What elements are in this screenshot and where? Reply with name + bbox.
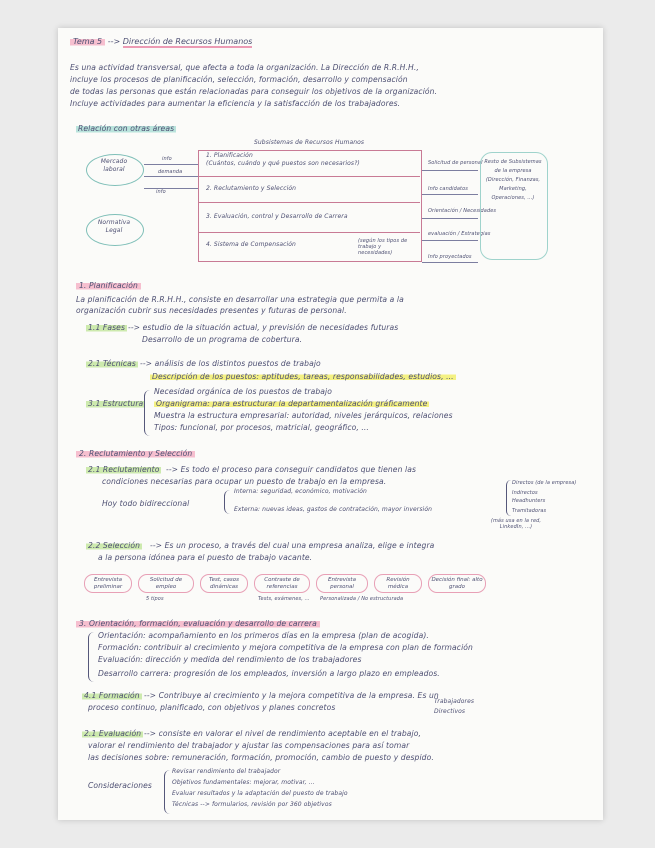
row-recruit: 2. Reclutamiento y Selección [206,185,297,192]
intro-line-3: de todas las personas que están relacionadas para conseguir los objetivos de la organización. [70,87,438,96]
right-item-3: Headhunters [512,498,546,504]
step-note-2: Tests, exámenes, ... [258,596,310,602]
right-label-5: Info proyectados [428,254,472,260]
consid-2: Objetivos fundamentales: mejorar, motivar, ... [172,779,315,786]
step-note-1: 5 tipos [146,596,164,602]
fases-label: 1.1 Fases [88,323,125,332]
row-planning: 1. Planificación (Cuántos, cuándo y qué puestos son necesarios?) [206,152,360,167]
sel-label: 2.2 Selección [88,541,140,550]
right-brace [506,480,511,516]
consid-label: Consideraciones [88,781,152,790]
estructura-1: Necesidad orgánica de los puestos de trabajo [154,387,332,396]
s1-def-1: La planificación de R.R.H.H., consiste en desarrollar una estrategia que permita a la [76,295,404,304]
form-target-1: Trabajadores [434,698,475,705]
s1-def-2: organización cubrir sus necesidades presentes y futuras de personal. [76,306,347,315]
row4-note: (según los tipos de trabajo y necesidades) [358,238,408,256]
tecnicas-label: 2.1 Técnicas [88,359,136,368]
legal-label: Normativa Legal [97,219,131,234]
eval-label: 2.1 Evaluación [84,729,142,738]
eval-1: --> consiste en valorar el nivel de rendimiento aceptable en el trabajo, [144,729,422,738]
right-item-2: Indirectos [512,490,538,496]
fases-1: --> estudio de la situación actual, y previsión de necesidades futuras [128,323,399,332]
step-5: Entrevista personal [316,574,368,593]
intro-line-1: Es una actividad transversal, que afecta a toda la organización. La Dirección de R.R.H.H., [70,63,419,72]
tecnicas-2: Descripción de los puestos: aptitudes, tareas, responsabilidades, estudios, ... [152,372,454,381]
right-label-1: Solicitud de personal [428,160,483,166]
right-label-3: Orientación / Necesidades [428,208,497,214]
recl-externa: Externa: nuevas ideas, gastos de contratación, mayor inversión [234,506,432,513]
recl-brace [224,490,231,514]
tecnicas-1: --> análisis de los distintos puestos de trabajo [140,359,321,368]
s2-heading: 2. Reclutamiento y Selección [76,448,195,459]
row-evaluation: 3. Evaluación, control y Desarrollo de Carrera [206,213,348,220]
arrow-label-1: info [162,156,172,162]
right-item-4: Tramitadoras [512,508,547,514]
s3-brace [88,632,95,682]
fases-2: Desarrollo de un programa de cobertura. [142,335,303,344]
recl-1: --> Es todo el proceso para conseguir candidatos que tienen las [166,465,417,474]
recl-2: condiciones necesarias para ocupar un puesto de trabajo en la empresa. [102,477,387,486]
step-2: Solicitud de empleo [138,574,194,593]
tema-label: Tema 5 [70,37,105,46]
right-label-2: Info candidatos [428,186,468,192]
s3-item-4: Desarrollo carrera: progresión de los empleados, inversión a largo plazo en empleados. [98,669,440,678]
estructura-3: Muestra la estructura empresarial: autoridad, niveles jerárquicos, relaciones [154,411,453,420]
diagram-heading: Relación con otras áreas [78,124,175,133]
title-text: Dirección de Recursos Humanos [122,37,253,46]
form-label: 4.1 Formación [84,691,140,700]
right-arrow-3 [422,218,478,219]
s3-item-3: Evaluación: dirección y medida del rendimiento de los trabajadores [98,655,362,664]
step-3: Test, casos dinámicas [200,574,248,593]
eval-3: las decisiones sobre: remuneración, formación, promoción, cambio de puesto y despido. [88,753,434,762]
step-note-3: Personalizada / No estructurada [320,596,404,602]
consid-3: Evaluar resultados y la adaptación del puesto de trabajo [172,790,348,797]
s3-heading: 3. Orientación, formación, evaluación y desarrollo de carrera [76,618,320,629]
recl-label: 2.1 Reclutamiento [88,465,160,474]
right-arrow-4 [422,240,478,241]
s3-item-1: Orientación: acompañamiento en los primeros días en la empresa (plan de acogida). [98,631,429,640]
title-arrow: --> [107,37,121,46]
estructura-brace [144,390,151,436]
right-item-1: Directos (de la empresa) [512,480,577,486]
form-2: proceso continuo, planificado, con objetivos y planes concretos [88,703,336,712]
sel-2: a la persona idónea para el puesto de trabajo vacante. [98,553,313,562]
s1-heading: 1. Planificación [76,280,141,291]
consid-1: Revisar rendimiento del trabajador [172,768,281,775]
right-arrow-5 [422,262,478,263]
system-title: Subsistemas de Recursos Humanos [254,139,365,146]
arrow-info-2 [144,188,198,189]
intro-line-4: Incluye actividades para aumentar la eficiencia y la satisfacción de los trabajadores. [70,99,401,108]
right-arrow-1 [422,170,478,171]
step-4: Contraste de referencias [254,574,310,593]
s3-item-2: Formación: contribuir al crecimiento y mejora competitiva de la empresa con plan de formación [98,643,473,652]
notes-sheet [58,28,603,820]
right-label-4: evaluación / Estrategias [428,231,491,237]
form-target-2: Directivos [434,708,466,715]
arrow-label-3: info [156,189,166,195]
arrow-info-1 [144,164,198,165]
step-6: Revisión médica [374,574,422,593]
other-subsystems-label: Resto de Subsistemas de la empresa (Dirección, Finanzas, Marketing, Operaciones, ...) [484,159,542,201]
step-1: Entrevista preliminar [84,574,132,593]
intro-line-2: incluye los procesos de planificación, selección, formación, desarrollo y compensación [70,75,408,84]
eval-2: valorar el rendimiento del trabajador y ajustar las compensaciones para así tomar [88,741,410,750]
page-title [70,36,252,48]
estructura-2: Organigrama: para estructurar la departamentalización gráficamente [156,399,428,408]
right-arrow-2 [422,194,478,195]
consid-brace [164,770,171,814]
hoy-label: Hoy todo bidireccional [102,499,190,508]
right-note: (más usa en la red, LinkedIn, ...) [490,518,542,530]
consid-4: Técnicas --> formularios, revisión por 360 objetivos [172,801,332,808]
estructura-label: 3.1 Estructura [88,399,144,408]
arrow-label-2: demanda [158,169,183,175]
estructura-4: Tipos: funcional, por procesos, matricial, geográfico, ... [154,423,369,432]
recl-interna: Interna: seguridad, económico, motivación [234,488,367,495]
arrow-demand [144,176,198,177]
row-compensation: 4. Sistema de Compensación [206,241,296,248]
labor-market-label: Mercado laboral [100,158,128,173]
step-7: Decisión final: alto grado [428,574,486,593]
sel-1: --> Es un proceso, a través del cual una empresa analiza, elige e integra [150,541,435,550]
form-1: --> Contribuye al crecimiento y la mejora competitiva de la empresa. Es un [144,691,439,700]
